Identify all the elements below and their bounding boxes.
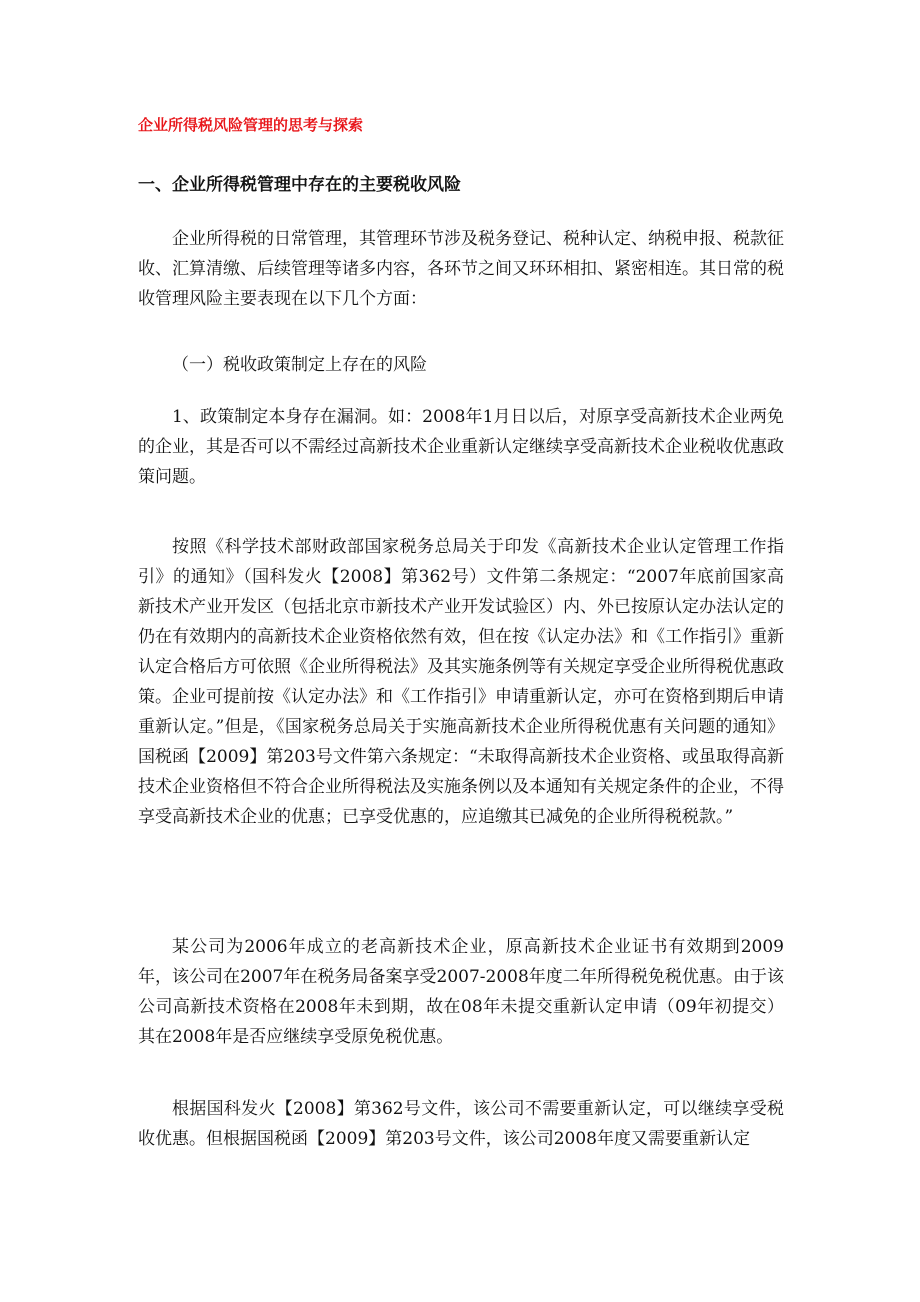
subheading-policy-risk: （一）税收政策制定上存在的风险 (172, 355, 427, 375)
paragraph-intro: 企业所得税的日常管理，其管理环节涉及税务登记、税种认定、纳税申报、税款征收、汇算清缴、后续管理等诸多内容，各环节之间又环环相扣、紧密相连。其日常的税收管理风险主要表现在以下几个方面： (138, 229, 784, 309)
paragraph-regulation-citation: 按照《科学技术部财政部国家税务总局关于印发《高新技术企业认定管理工作指引》的通知》（国科发火【2008】第362号）文件第二条规定：“2007年底前国家高新技术产业开发区（包括北京市新技术产业开发试验区）内、外已按原认定办法认定的仍在有效期内的高新技术企业资格依然有效，但在按《认定办法》和《工作指引》重新认定合格后方可依照《企业所得税法》及其实施条例等有关规定享受企业所得税优惠政策。企业可提前按《认定办法》和《工作指引》申请重新认定，亦可在资格到期后申请重新认定。”但是，《国家税务总局关于实施高新技术企业所得税优惠有关问题的通知》国税函【2009】第203号文件第六条规定：“未取得高新技术企业资格、或虽取得高新技术企业资格但不符合企业所得税法及实施条例以及本通知有关规定条件的企业，不得享受高新技术企业的优惠；已享受优惠的，应追缴其已减免的企业所得税税款。” (138, 537, 784, 827)
paragraph-policy-loophole: 1、政策制定本身存在漏洞。如：2008年1月日以后，对原享受高新技术企业两免的企业，其是否可以不需经过高新技术企业重新认定继续享受高新技术企业税收优惠政策问题。 (138, 407, 784, 487)
paragraph-conclusion: 根据国科发火【2008】第362号文件，该公司不需要重新认定，可以继续享受税收优惠。但根据国税函【2009】第203号文件，该公司2008年度又需要重新认定 (138, 1099, 784, 1149)
section-heading: 一、企业所得税管理中存在的主要税收风险 (138, 175, 461, 195)
document-title: 企业所得税风险管理的思考与探索 (138, 116, 364, 134)
paragraph-company-case: 某公司为2006年成立的老高新技术企业，原高新技术企业证书有效期到2009年，该公司在2007年在税务局备案享受2007-2008年度二年所得税免税优惠。由于该公司高新技术资格在2008年未到期，故在08年未提交重新认定申请（09年初提交）其在2008年是否应继续享受原免税优惠。 (138, 937, 784, 1047)
